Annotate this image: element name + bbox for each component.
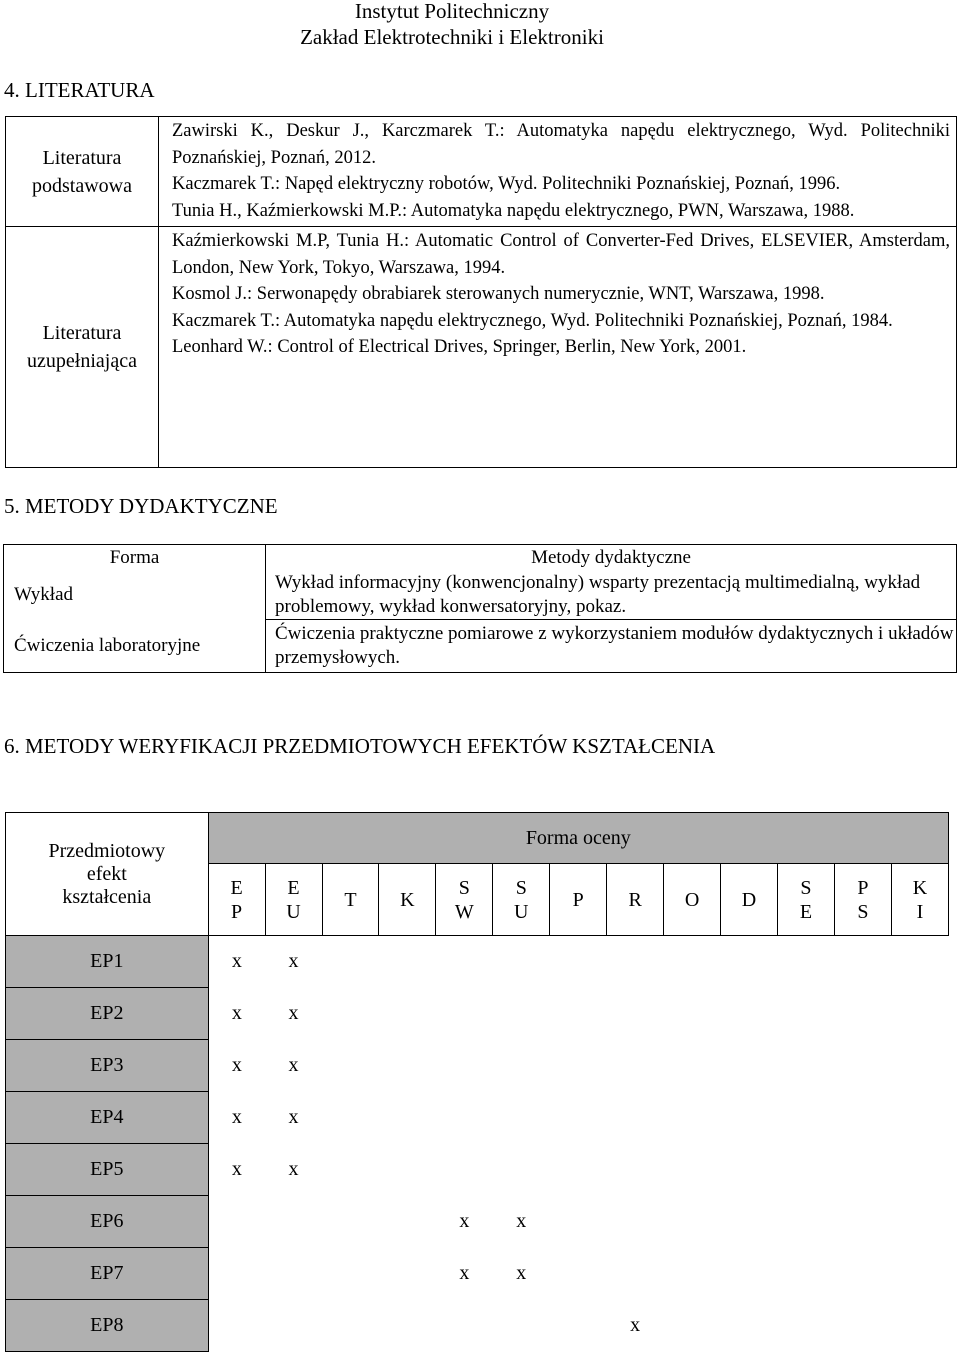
effect-label: EP1 xyxy=(6,936,209,988)
assessment-mark xyxy=(436,1040,493,1092)
assessment-mark xyxy=(208,1248,265,1300)
assessment-mark: x xyxy=(459,1262,470,1284)
assessment-mark xyxy=(778,1248,835,1300)
assessment-mark xyxy=(721,936,778,988)
assessment-mark xyxy=(607,936,664,988)
column-letter: R xyxy=(628,888,642,911)
assessment-column-7 xyxy=(550,864,607,936)
assessment-mark xyxy=(493,988,550,1040)
assessment-mark xyxy=(834,1248,891,1300)
assessment-mark: x xyxy=(288,950,299,973)
assessment-mark xyxy=(436,1300,493,1352)
assessment-mark xyxy=(891,1196,948,1248)
column-letter: I xyxy=(916,900,924,923)
assessment-column-8 xyxy=(607,864,664,936)
methods-form-lab: Ćwiczenia laboratoryjne xyxy=(4,620,266,673)
section-6-heading: 6. METODY WERYFIKACJI PRZEDMIOTOWYCH EFEKTÓW KSZTAŁCENIA xyxy=(4,734,716,758)
assessment-mark xyxy=(607,1092,664,1144)
assessment-mark xyxy=(322,988,379,1040)
supp-ref-2: Kosmol J.: Serwonapędy obrabiarek sterowanych numerycznie, WNT, Warszawa, 1998. xyxy=(172,284,825,304)
assessment-mark xyxy=(664,1144,721,1196)
assessment-mark xyxy=(322,1248,379,1300)
assessment-mark xyxy=(664,1248,721,1300)
assessment-column-5 xyxy=(436,864,493,936)
assessment-mark xyxy=(607,988,664,1040)
methods-form-lecture: Wykład xyxy=(4,571,266,620)
basic-ref-1: Zawirski K., Deskur J., Karczmarek T.: Automatyka napędu elektrycznego, Wyd. Politechniki Poznańskiej, Poznań, 2012. xyxy=(172,121,950,168)
assessment-mark xyxy=(493,1040,550,1092)
assessment-mark xyxy=(891,988,948,1040)
assessment-column-4 xyxy=(379,864,436,936)
assessment-mark xyxy=(265,1196,322,1248)
column-letter: S xyxy=(857,900,869,923)
assessment-mark xyxy=(891,1092,948,1144)
assessment-mark xyxy=(778,1196,835,1248)
column-letter: K xyxy=(912,876,928,899)
assessment-mark xyxy=(778,1040,835,1092)
assessment-mark xyxy=(834,1092,891,1144)
effect-label: EP5 xyxy=(6,1144,209,1196)
assessment-mark xyxy=(891,1144,948,1196)
effect-header-line1: Przedmiotowy xyxy=(48,839,166,862)
methods-table xyxy=(3,544,957,673)
assessment-column-10 xyxy=(721,864,778,936)
assessment-mark xyxy=(891,936,948,988)
column-letter: S xyxy=(515,876,527,899)
column-letter: P xyxy=(572,888,584,911)
assessment-mark xyxy=(834,988,891,1040)
assessment-mark xyxy=(322,1040,379,1092)
table-row xyxy=(6,936,949,988)
supp-ref-4: Leonhard W.: Control of Electrical Drives, Springer, Berlin, New York, 2001. xyxy=(172,337,747,357)
effect-label: EP7 xyxy=(6,1248,209,1300)
assessment-mark xyxy=(550,988,607,1040)
table-row xyxy=(6,1300,949,1352)
methods-method-lab: Ćwiczenia praktyczne pomiarowe z wykorzystaniem modułów dydaktycznych i układów przemysłowych. xyxy=(266,620,957,673)
effect-label: EP8 xyxy=(6,1300,209,1352)
assessment-mark xyxy=(834,1196,891,1248)
assessment-mark: x xyxy=(288,1158,299,1180)
assessment-column-6 xyxy=(493,864,550,936)
assessment-column-9 xyxy=(664,864,721,936)
table-row xyxy=(6,1248,949,1300)
column-letter: E xyxy=(799,900,813,923)
methods-form-header: Forma xyxy=(4,545,266,572)
assessment-mark xyxy=(322,1300,379,1352)
assessment-mark xyxy=(493,1300,550,1352)
assessment-mark xyxy=(721,988,778,1040)
column-letter: O xyxy=(684,888,700,911)
column-letter: T xyxy=(344,888,357,911)
assessment-mark xyxy=(436,936,493,988)
column-letter: E xyxy=(230,876,243,899)
assessment-mark xyxy=(834,1144,891,1196)
column-letter: U xyxy=(286,900,301,923)
assessment-mark xyxy=(322,1144,379,1196)
assessment-mark: x xyxy=(288,1002,299,1024)
column-letter: W xyxy=(454,900,474,923)
institute-name: Instytut Politechniczny xyxy=(354,0,550,23)
assessment-mark xyxy=(891,1040,948,1092)
verification-table xyxy=(5,812,949,1352)
table-row xyxy=(6,1040,949,1092)
column-letter: S xyxy=(458,876,470,899)
supp-ref-3: Kaczmarek T.: Automatyka napędu elektrycznego, Wyd. Politechniki Poznańskiej, Poznań, 1984. xyxy=(172,310,893,331)
effect-label: EP2 xyxy=(6,988,209,1040)
basic-label-line2: podstawowa xyxy=(32,174,132,197)
effect-label: EP6 xyxy=(6,1196,209,1248)
supp-label-line2: uzupełniająca xyxy=(27,350,137,372)
assessment-mark xyxy=(550,936,607,988)
assessment-column-12 xyxy=(834,864,891,936)
department-name: Zakład Elektrotechniki i Elektroniki xyxy=(300,25,604,49)
assessment-mark xyxy=(891,1248,948,1300)
column-letter: P xyxy=(857,876,869,899)
assessment-mark xyxy=(550,1196,607,1248)
assessment-mark: x xyxy=(516,1210,527,1232)
assessment-mark xyxy=(436,1144,493,1196)
effect-header-line3: kształcenia xyxy=(62,885,152,908)
assessment-mark xyxy=(834,936,891,988)
assessment-mark xyxy=(265,1248,322,1300)
assessment-mark xyxy=(265,1300,322,1352)
methods-method-header: Metody dydaktyczne xyxy=(266,545,957,572)
supp-ref-1: Kaźmierkowski M.P, Tunia H.: Automatic Control of Converter-Fed Drives, ELSEVIER, Amsterdam, London, New York, Tokyo, Warszawa, 1994. xyxy=(172,231,950,278)
assessment-mark xyxy=(664,988,721,1040)
assessment-mark xyxy=(436,988,493,1040)
effect-label: EP3 xyxy=(6,1040,209,1092)
column-letter: U xyxy=(514,900,529,923)
assessment-mark xyxy=(550,1300,607,1352)
assessment-mark xyxy=(607,1040,664,1092)
column-letter: E xyxy=(287,876,300,899)
assessment-mark: x xyxy=(288,1106,299,1128)
assessment-mark xyxy=(607,1144,664,1196)
assessment-mark xyxy=(834,1300,891,1352)
assessment-mark xyxy=(834,1040,891,1092)
assessment-mark xyxy=(778,988,835,1040)
basic-literature-list xyxy=(159,117,957,227)
supplementary-literature-label xyxy=(6,227,159,468)
assessment-mark xyxy=(493,1092,550,1144)
assessment-mark xyxy=(664,1040,721,1092)
section-5-heading: 5. METODY DYDAKTYCZNE xyxy=(4,494,278,518)
assessment-mark xyxy=(379,1040,436,1092)
assessment-mark: x xyxy=(231,1054,242,1076)
assessment-column-1 xyxy=(208,864,265,936)
assessment-mark xyxy=(778,1300,835,1352)
assessment-mark xyxy=(322,936,379,988)
column-letter: K xyxy=(400,888,415,911)
basic-ref-2: Kaczmarek T.: Napęd elektryczny robotów, Wyd. Politechniki Poznańskiej, Poznań, 1996. xyxy=(172,174,841,194)
supp-label-line1: Literatura xyxy=(42,322,122,344)
assessment-column-3 xyxy=(322,864,379,936)
table-row xyxy=(6,1196,949,1248)
basic-literature-label xyxy=(6,117,159,227)
assessment-mark xyxy=(778,1144,835,1196)
assessment-mark xyxy=(379,936,436,988)
assessment-mark xyxy=(721,1092,778,1144)
assessment-mark xyxy=(550,1040,607,1092)
assessment-mark xyxy=(664,1300,721,1352)
assessment-mark xyxy=(550,1248,607,1300)
assessment-mark xyxy=(493,1144,550,1196)
assessment-mark xyxy=(436,1092,493,1144)
methods-method-lecture: Wykład informacyjny (konwencjonalny) wsparty prezentacją multimedialną, wykład problemowy, wykład konwersatoryjny, pokaz. xyxy=(266,571,957,620)
effect-header-line2: efekt xyxy=(86,862,127,885)
assessment-mark xyxy=(208,1196,265,1248)
column-letter: D xyxy=(741,888,757,911)
assessment-mark xyxy=(891,1300,948,1352)
assessment-mark xyxy=(550,1092,607,1144)
assessment-mark xyxy=(379,1196,436,1248)
assessment-column-13 xyxy=(891,864,948,936)
effect-label: EP4 xyxy=(6,1092,209,1144)
assessment-mark: x xyxy=(516,1262,527,1284)
assessment-mark xyxy=(379,1144,436,1196)
table-row xyxy=(6,1092,949,1144)
assessment-mark: x xyxy=(630,1314,641,1336)
assessment-mark: x xyxy=(231,1158,242,1180)
table-row xyxy=(6,988,949,1040)
basic-ref-3: Tunia H., Kaźmierkowski M.P.: Automatyka napędu elektrycznego, PWN, Warszawa, 1988. xyxy=(172,200,855,221)
column-letter: P xyxy=(231,900,243,923)
assessment-mark xyxy=(721,1300,778,1352)
assessment-mark: x xyxy=(288,1054,299,1076)
assessment-mark: x xyxy=(231,1106,242,1128)
section-4-heading: 4. LITERATURA xyxy=(4,78,155,102)
assessment-mark: x xyxy=(459,1210,470,1232)
effect-header xyxy=(6,813,209,936)
assessment-column-2 xyxy=(265,864,322,936)
assessment-mark xyxy=(721,1144,778,1196)
assessment-mark: x xyxy=(231,1002,242,1024)
assessment-mark xyxy=(550,1144,607,1196)
assessment-mark xyxy=(322,1196,379,1248)
assessment-mark: x xyxy=(231,950,242,973)
assessment-mark xyxy=(379,988,436,1040)
supplementary-literature-list xyxy=(159,227,957,468)
assessment-mark xyxy=(721,1196,778,1248)
assessment-mark xyxy=(607,1196,664,1248)
assessment-mark xyxy=(493,936,550,988)
literature-table xyxy=(5,116,957,468)
assessment-mark xyxy=(379,1300,436,1352)
assessment-form-header: Forma oceny xyxy=(208,813,948,864)
assessment-mark xyxy=(208,1300,265,1352)
assessment-mark xyxy=(607,1248,664,1300)
assessment-mark xyxy=(721,1248,778,1300)
assessment-mark xyxy=(778,1092,835,1144)
assessment-mark xyxy=(322,1092,379,1144)
assessment-mark xyxy=(664,936,721,988)
column-letter: S xyxy=(800,876,812,899)
assessment-mark xyxy=(721,1040,778,1092)
table-row xyxy=(6,1144,949,1196)
assessment-mark xyxy=(778,936,835,988)
assessment-mark xyxy=(664,1092,721,1144)
assessment-mark xyxy=(379,1248,436,1300)
basic-label-line1: Literatura xyxy=(42,146,122,169)
assessment-mark xyxy=(664,1196,721,1248)
assessment-column-11 xyxy=(778,864,835,936)
assessment-mark xyxy=(379,1092,436,1144)
